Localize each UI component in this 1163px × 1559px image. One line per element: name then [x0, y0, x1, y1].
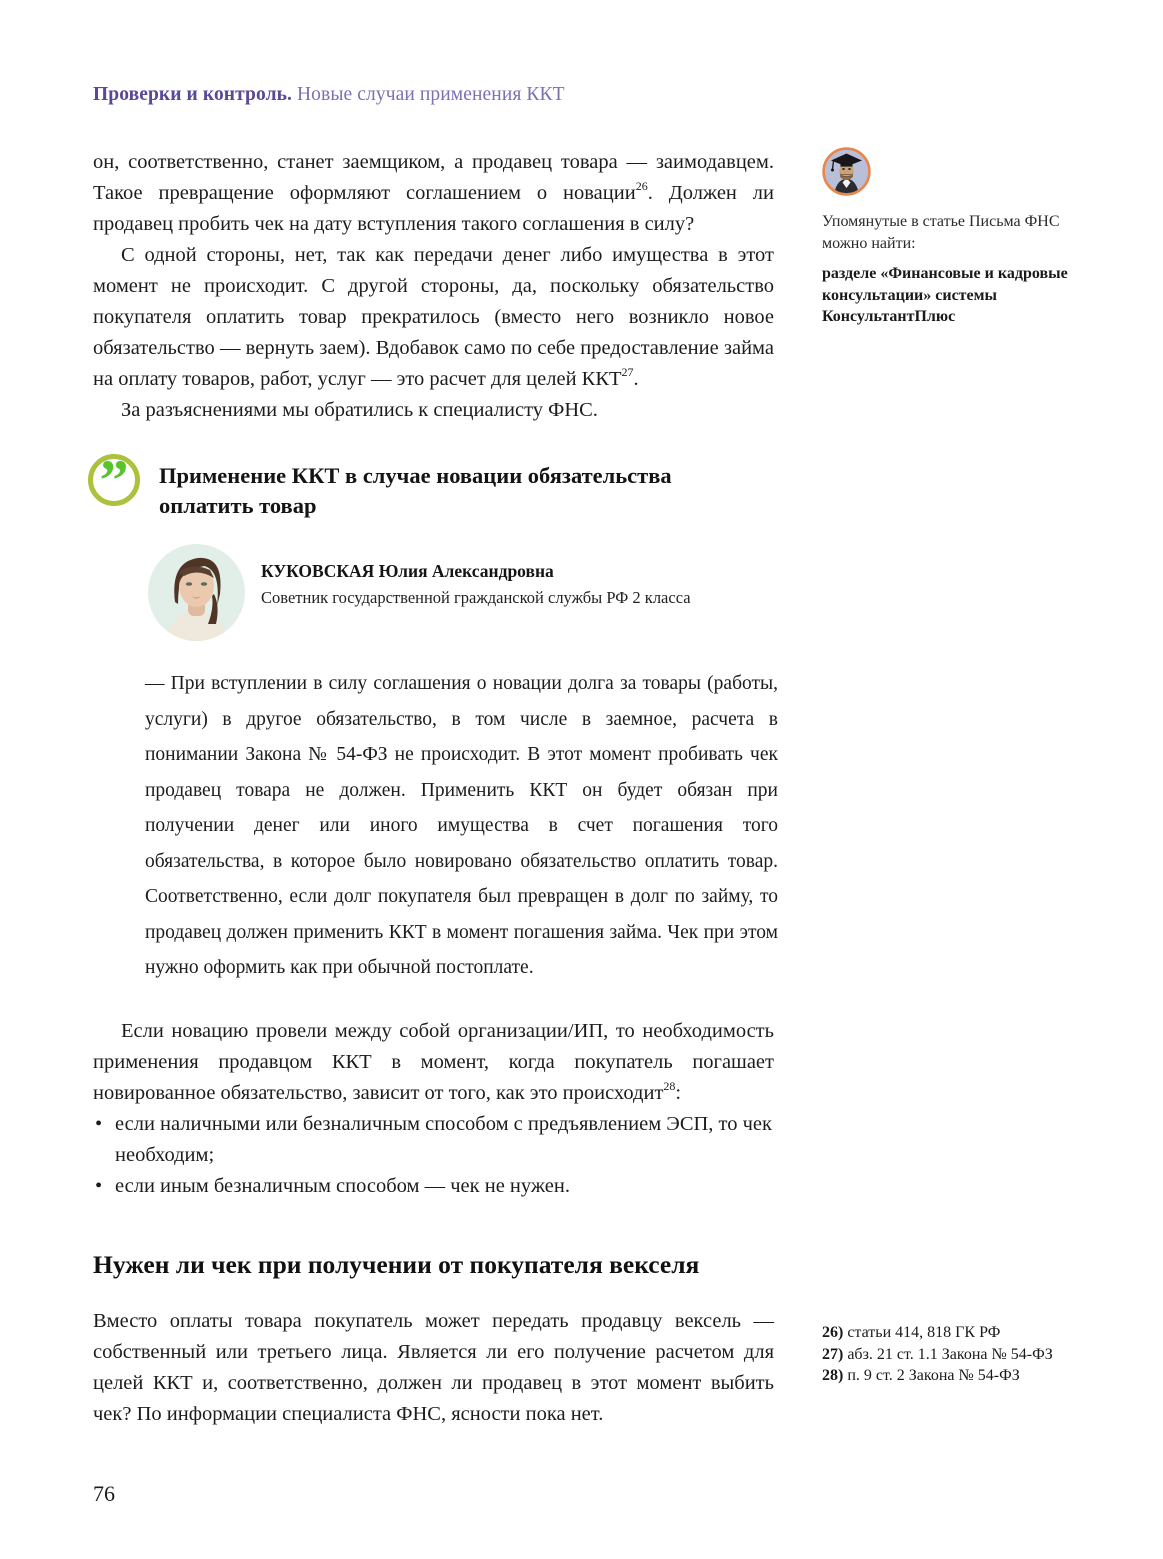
- section-heading: Нужен ли чек при получении от покупателя векселя: [93, 1249, 700, 1279]
- paragraph: [93, 1016, 774, 1109]
- quote-marks-icon: [88, 454, 140, 506]
- paragraph: За разъяснениями мы обратились к специалисту ФНС.: [121, 399, 598, 421]
- paragraph-text: Если новацию провели между собой организации/ИП, то необходимость применения продавцом ККТ в момент, когда покупатель погашает новированное обязательство, зависит от того, как это происходит: [93, 1019, 774, 1104]
- kicker-article-title: Новые случаи применения ККТ: [297, 84, 565, 105]
- quote-text: — При вступлении в силу соглашения о новации долга за товары (работы, услуги) в другое обязательство, в том числе в заемное, расчета в понимании Закона № 54-ФЗ не происходит. В этот момент пробивать чек продавец товара не должен. Применить ККТ он будет обязан при получении денег или иного имущества в счет погашения того обязательства, в которое было новировано обязательство оплатить товар. Соответственно, если долг покупателя был превращен в долг по займу, то продавец должен применить ККТ в момент погашения займа. Чек при этом нужно оформить как при обычной постоплате.: [145, 673, 778, 978]
- kicker-section-title: Проверки и контроль.: [93, 84, 293, 105]
- footnote: [822, 1344, 1060, 1366]
- footnote-number: 26): [822, 1324, 844, 1341]
- footnote-number: 28): [822, 1367, 844, 1384]
- sidebar-note: [822, 147, 1097, 328]
- paragraph-text: С одной стороны, нет, так как передачи денег либо имущества в этот момент не происходит. С другой стороны, да, поскольку обязательство покупателя оплатить товар прекратилось (вместо него возникло новое обязательство — вернуть заем). Вдобавок само по себе предоставление займа на оплату товаров, работ, услуг — это расчет для целей ККТ: [93, 244, 774, 390]
- footnote: [822, 1322, 1060, 1344]
- page-kicker: [93, 84, 565, 106]
- quote-glyph: ”: [99, 454, 129, 506]
- footnote-ref-28: 28: [663, 1078, 676, 1093]
- quote-heading: Применение ККТ в случае новации обязательства оплатить товар: [159, 463, 672, 518]
- paragraph-text: . Должен ли продавец пробить чек на дату вступления такого соглашения в силу?: [93, 182, 775, 235]
- quote-heading-row: [93, 456, 774, 521]
- footnote-text: абз. 21 ст. 1.1 Закона № 54-ФЗ: [847, 1345, 1053, 1363]
- expert-avatar: [148, 544, 245, 641]
- expert-row: [148, 544, 774, 641]
- paragraph-text: .: [633, 368, 639, 390]
- footnotes-block: [822, 1322, 1060, 1387]
- sidebar-intro-text: Упомянутые в статье Письма ФНС можно найти:: [822, 213, 1060, 252]
- bullet-item: • если наличными или безналичным способом с предъявлением ЭСП, то чек необходим;: [93, 1109, 774, 1171]
- expert-quote-block: [93, 454, 778, 986]
- paragraph-text: :: [675, 1081, 682, 1104]
- footnote-ref-27: 27: [621, 365, 634, 379]
- consultant-scholar-icon: [822, 147, 871, 196]
- expert-title: Советник государственной гражданской службы РФ 2 класса: [261, 588, 691, 607]
- expert-info: [261, 544, 691, 609]
- footnote: [822, 1365, 1060, 1387]
- sidebar-location-text: разделе «Финансовые и кадровые консультации» системы КонсультантПлюс: [822, 265, 1068, 325]
- paragraph: [93, 240, 774, 395]
- paragraph: [93, 147, 774, 240]
- footnote-ref-26: 26: [635, 179, 648, 193]
- bullet-list: [93, 1109, 774, 1202]
- page-number: 76: [93, 1481, 115, 1506]
- article-column: [93, 147, 778, 1430]
- bullet-item: • если иным безналичным способом — чек не нужен.: [93, 1171, 774, 1202]
- paragraph: Вместо оплаты товара покупатель может передать продавцу вексель — собственный или третьего лица. Является ли его получение расчетом для целей ККТ и, соответственно, должен ли продавец в этот момент выбить чек? По информации специалиста ФНС, ясности пока нет.: [93, 1309, 774, 1425]
- footnote-number: 27): [822, 1345, 844, 1363]
- footnote-text: п. 9 ст. 2 Закона № 54-ФЗ: [847, 1367, 1020, 1384]
- footnote-text: статьи 414, 818 ГК РФ: [847, 1324, 1001, 1341]
- paragraph-text: он, соответственно, станет заемщиком, а продавец товара — заимодавцем. Такое превращение оформляют соглашением о новации: [93, 151, 774, 204]
- expert-name: КУКОВСКАЯ Юлия Александровна: [261, 561, 554, 581]
